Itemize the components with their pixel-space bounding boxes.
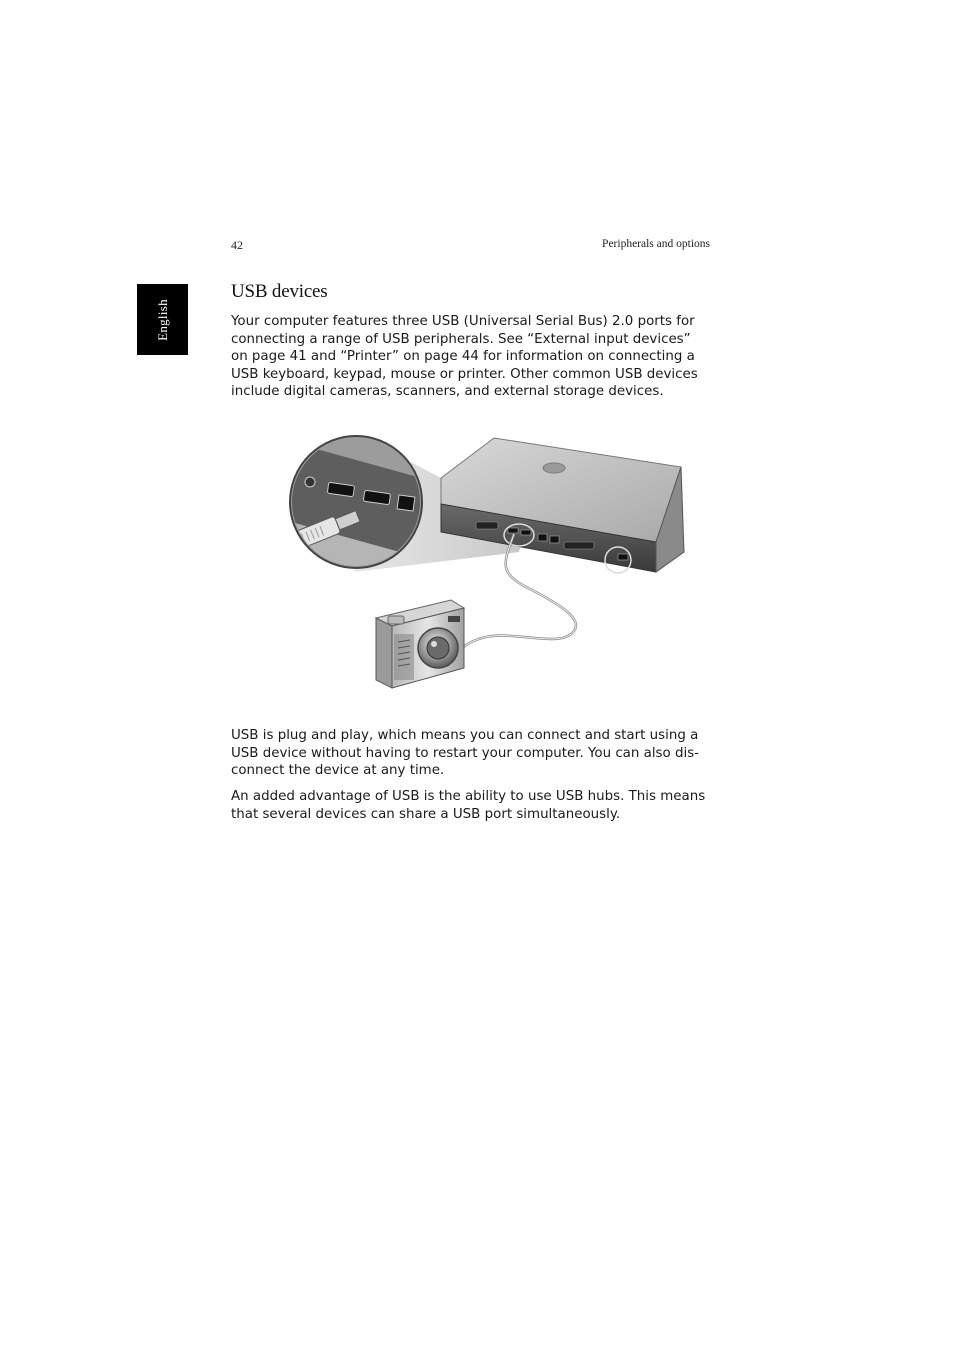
intro-paragraph: Your computer features three USB (Universal Serial Bus) 2.0 ports for connecting a range of USB peripherals. See “External input devices” on page 41 and “Printer” on page 44 for information on connecting a USB keyboard, keypad, mouse or printer. Other common USB devices include digital cameras, scanners, and external storage devices. [231, 314, 698, 399]
language-tab [137, 284, 188, 355]
usb-hubs-paragraph: An added advantage of USB is the ability to use USB hubs. This means that several devices can share a USB port simultaneously. [231, 789, 706, 822]
usb-port-rear-2 [521, 530, 531, 535]
usb-port-rear-1 [508, 528, 518, 533]
plug-and-play-paragraph: USB is plug and play, which means you can connect and start using a USB device without having to restart your computer. You can also dis-connect the device at any time. [231, 728, 700, 778]
digital-camera [376, 600, 464, 688]
page-number: 42 [231, 238, 243, 252]
modem-port [550, 536, 559, 543]
lan-port [538, 534, 547, 541]
dc-in-port [618, 554, 628, 560]
parallel-port [564, 542, 594, 549]
laptop-logo [543, 463, 565, 473]
usb-camera-illustration [236, 422, 706, 697]
running-header: Peripherals and options [602, 238, 710, 250]
zoom-lan-port [397, 495, 415, 511]
vga-port [476, 522, 498, 529]
section-title: USB devices [231, 281, 328, 302]
language-tab-label: English [154, 298, 170, 341]
